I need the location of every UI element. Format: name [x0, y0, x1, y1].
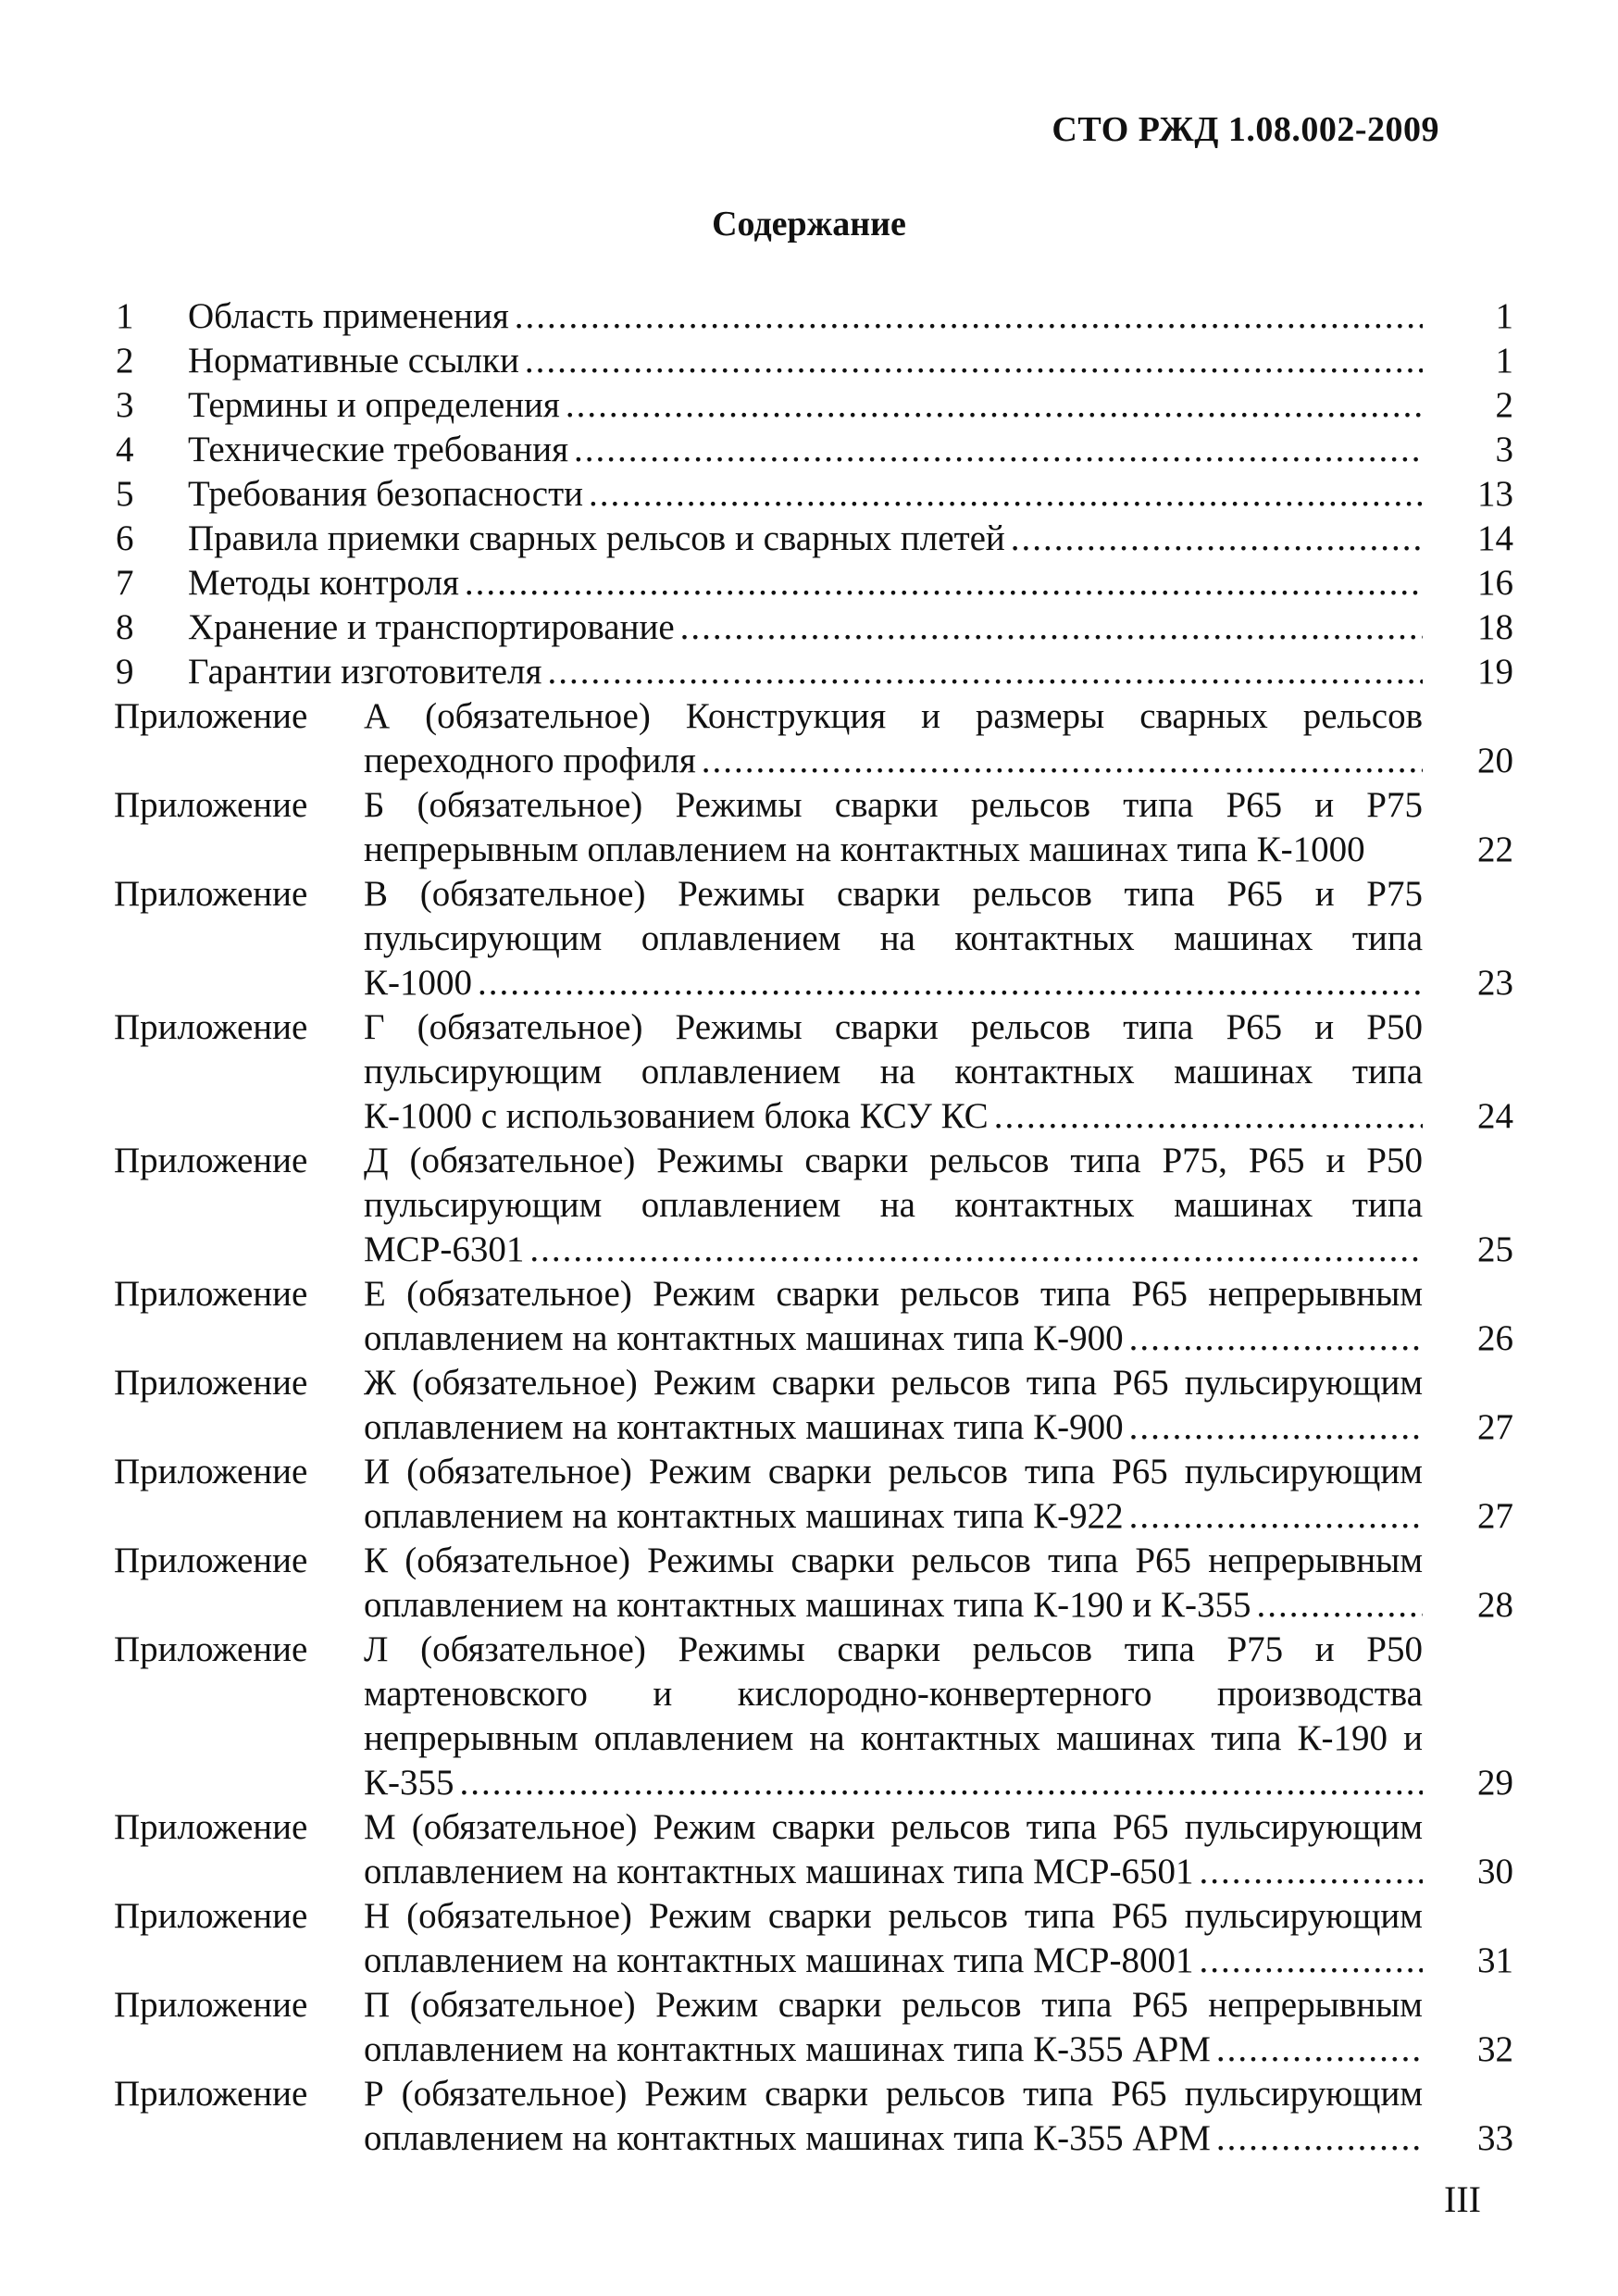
appendices-list [114, 694, 1513, 2161]
appendix-body [364, 1361, 1513, 1450]
appendix-title-line: пульсирующим оплавлением на контактных машинах типа [364, 1052, 1423, 1092]
toc-entry-page: 32 [1477, 2029, 1513, 2069]
appendix-label: Приложение [114, 1896, 308, 1936]
toc-entry-page: 24 [1477, 1096, 1513, 1136]
toc-entry-number: 9 [116, 652, 134, 692]
toc-entry-label: Технические требования [188, 430, 569, 469]
toc-entry-page: 23 [1477, 963, 1513, 1003]
appendix-title-line: В (обязательное) Режимы сварки рельсов типа Р65 и Р75 [364, 874, 1423, 914]
appendix-title-last-line: оплавлением на контактных машинах типа К-900 [364, 1318, 1124, 1358]
appendix-title-line: мартеновского и кислородно-конвертерного производства [364, 1674, 1423, 1714]
toc-entry-number: 1 [116, 296, 134, 336]
dot-leader [1129, 1405, 1423, 1450]
dot-leader [1199, 1850, 1423, 1894]
toc-entry-page: 1 [1495, 341, 1513, 381]
appendix-title-line: Л (обязательное) Режимы сварки рельсов типа Р75 и Р50 [364, 1629, 1423, 1669]
toc-entry-page: 33 [1477, 2118, 1513, 2158]
document-code: СТО РЖД 1.08.002-2009 [1052, 110, 1439, 149]
toc-entry-page: 25 [1477, 1229, 1513, 1269]
toc-entry[interactable] [114, 472, 1513, 517]
appendix-title-line: М (обязательное) Режим сварки рельсов типа Р65 пульсирующим [364, 1807, 1423, 1847]
toc-appendix-entry[interactable] [114, 2072, 1513, 2161]
toc-entry-label: Правила приемки сварных рельсов и сварных плетей [188, 518, 1005, 558]
page-title: Содержание [712, 205, 906, 243]
toc-appendix-entry[interactable] [114, 1450, 1513, 1539]
toc-entry-number: 2 [116, 341, 134, 381]
appendix-title-line: А (обязательное) Конструкция и размеры сварных рельсов [364, 696, 1423, 736]
appendix-body [364, 1628, 1513, 1805]
toc-entry-number: 5 [116, 474, 134, 514]
toc-entry-number: 7 [116, 563, 134, 603]
appendix-label: Приложение [114, 2074, 308, 2114]
appendix-label: Приложение [114, 1452, 308, 1491]
toc-entry[interactable] [114, 517, 1513, 561]
toc-entry-page: 27 [1477, 1496, 1513, 1536]
toc-entry-page: 29 [1477, 1763, 1513, 1803]
appendix-label: Приложение [114, 1363, 308, 1403]
appendix-body [364, 1450, 1513, 1539]
dot-leader [680, 605, 1423, 650]
toc-entry-page: 31 [1477, 1940, 1513, 1980]
toc-appendix-entry[interactable] [114, 1539, 1513, 1628]
dot-leader [574, 428, 1423, 472]
toc-appendix-entry[interactable] [114, 1139, 1513, 1272]
dot-leader [589, 472, 1423, 517]
appendix-body [364, 1272, 1513, 1361]
toc-entry[interactable] [114, 339, 1513, 383]
toc-entry[interactable] [114, 561, 1513, 605]
appendix-title-line: Н (обязательное) Режим сварки рельсов типа Р65 пульсирующим [364, 1896, 1423, 1936]
appendix-title-line: Б (обязательное) Режимы сварки рельсов типа Р65 и Р75 [364, 785, 1423, 825]
toc-entry[interactable] [114, 383, 1513, 428]
appendix-body [364, 1894, 1513, 1983]
toc-appendix-entry[interactable] [114, 1805, 1513, 1894]
toc-entry-page: 26 [1477, 1318, 1513, 1358]
toc-entry-label: Нормативные ссылки [188, 341, 519, 381]
toc-appendix-entry[interactable] [114, 1272, 1513, 1361]
appendix-title-last-line: оплавлением на контактных машинах типа К-900 [364, 1407, 1124, 1447]
toc-appendix-entry[interactable] [114, 694, 1513, 783]
dot-leader [515, 294, 1423, 339]
toc-appendix-entry[interactable] [114, 783, 1513, 872]
appendix-title-last-line: К-1000 [364, 963, 472, 1003]
appendix-title-line: пульсирующим оплавлением на контактных машинах типа [364, 918, 1423, 958]
dot-leader [1216, 2028, 1423, 2072]
appendix-label: Приложение [114, 1541, 308, 1580]
toc-entry-page: 16 [1477, 563, 1513, 603]
appendix-body [364, 2072, 1513, 2161]
toc-entry[interactable] [114, 294, 1513, 339]
toc-appendix-entry[interactable] [114, 872, 1513, 1005]
toc-appendix-entry[interactable] [114, 1983, 1513, 2072]
toc-entry-label: Требования безопасности [188, 474, 583, 514]
dot-leader [1129, 1494, 1423, 1539]
dot-leader [1199, 1939, 1423, 1983]
toc-appendix-entry[interactable] [114, 1628, 1513, 1805]
appendix-title-line: Ж (обязательное) Режим сварки рельсов типа Р65 пульсирующим [364, 1363, 1423, 1403]
toc-entry-page: 13 [1477, 474, 1513, 514]
toc-entry[interactable] [114, 650, 1513, 694]
appendix-title-last-line: оплавлением на контактных машинах типа К-355 АРМ [364, 2118, 1211, 2158]
toc-entry-page: 22 [1477, 830, 1513, 869]
appendix-title-line: П (обязательное) Режим сварки рельсов типа Р65 непрерывным [364, 1985, 1423, 2025]
appendix-body [364, 1805, 1513, 1894]
toc-appendix-entry[interactable] [114, 1361, 1513, 1450]
toc-appendix-entry[interactable] [114, 1894, 1513, 1983]
appendix-body [364, 783, 1513, 872]
appendix-title-last-line: переходного профиля [364, 741, 696, 780]
dot-leader [1129, 1316, 1423, 1361]
appendix-label: Приложение [114, 874, 308, 914]
appendix-label: Приложение [114, 1629, 308, 1669]
appendix-title-line: Д (обязательное) Режимы сварки рельсов типа Р75, Р65 и Р50 [364, 1141, 1423, 1180]
appendix-body [364, 1983, 1513, 2072]
dot-leader [460, 1761, 1424, 1805]
dot-leader [994, 1094, 1423, 1139]
appendix-title-line: непрерывным оплавлением на контактных машинах типа К-190 и [364, 1718, 1423, 1758]
appendix-title-last-line: непрерывным оплавлением на контактных машинах типа К-1000 [364, 830, 1365, 869]
appendix-body [364, 1139, 1513, 1272]
page-number: III [1444, 2178, 1481, 2220]
toc-entry-page: 14 [1477, 518, 1513, 558]
appendix-body [364, 872, 1513, 1005]
toc-entry-page: 30 [1477, 1852, 1513, 1891]
appendix-body [364, 1005, 1513, 1139]
appendix-label: Приложение [114, 1807, 308, 1847]
toc-entry-page: 1 [1495, 296, 1513, 336]
appendix-label: Приложение [114, 696, 308, 736]
toc-entry-page: 20 [1477, 741, 1513, 780]
dot-leader [1256, 1583, 1423, 1628]
toc-entry[interactable] [114, 605, 1513, 650]
dot-leader [547, 650, 1423, 694]
appendix-title-last-line: оплавлением на контактных машинах типа МСР-8001 [364, 1940, 1194, 1980]
appendix-label: Приложение [114, 1141, 308, 1180]
dot-leader [1216, 2116, 1423, 2161]
dot-leader [529, 1228, 1423, 1272]
toc-entry[interactable] [114, 428, 1513, 472]
dot-leader [702, 739, 1423, 783]
toc-entry-page: 27 [1477, 1407, 1513, 1447]
sections-list [114, 294, 1513, 694]
appendix-label: Приложение [114, 785, 308, 825]
toc-entry-page: 3 [1495, 430, 1513, 469]
appendix-title-last-line: оплавлением на контактных машинах типа МСР-6501 [364, 1852, 1194, 1891]
toc-entry-number: 8 [116, 607, 134, 647]
appendix-body [364, 1539, 1513, 1628]
toc-entry-page: 18 [1477, 607, 1513, 647]
dot-leader [478, 961, 1423, 1005]
dot-leader [566, 383, 1423, 428]
toc-entry-page: 19 [1477, 652, 1513, 692]
appendix-label: Приложение [114, 1007, 308, 1047]
appendix-title-line: К (обязательное) Режимы сварки рельсов типа Р65 непрерывным [364, 1541, 1423, 1580]
appendix-title-line: И (обязательное) Режим сварки рельсов типа Р65 пульсирующим [364, 1452, 1423, 1491]
toc-entry-label: Термины и определения [188, 385, 560, 425]
appendix-title-last-line: К-355 [364, 1763, 454, 1803]
appendix-body [364, 694, 1513, 783]
appendix-title-last-line: К-1000 с использованием блока КСУ КС [364, 1096, 989, 1136]
appendix-label: Приложение [114, 1985, 308, 2025]
appendix-title-line: Р (обязательное) Режим сварки рельсов типа Р65 пульсирующим [364, 2074, 1423, 2114]
appendix-title-line: пульсирующим оплавлением на контактных машинах типа [364, 1185, 1423, 1225]
appendix-label: Приложение [114, 1274, 308, 1314]
appendix-title-line: Г (обязательное) Режимы сварки рельсов типа Р65 и Р50 [364, 1007, 1423, 1047]
toc-entry-number: 3 [116, 385, 134, 425]
dot-leader [1011, 517, 1423, 561]
toc-entry-label: Гарантии изготовителя [188, 652, 542, 692]
toc-entry-label: Методы контроля [188, 563, 459, 603]
toc-appendix-entry[interactable] [114, 1005, 1513, 1139]
toc-entry-page: 28 [1477, 1585, 1513, 1625]
toc-entry-label: Хранение и транспортирование [188, 607, 675, 647]
dot-leader [465, 561, 1423, 605]
toc-entry-label: Область применения [188, 296, 509, 336]
table-of-contents [114, 294, 1513, 2161]
dot-leader [525, 339, 1423, 383]
appendix-title-last-line: оплавлением на контактных машинах типа К-190 и К-355 [364, 1585, 1251, 1625]
appendix-title-last-line: оплавлением на контактных машинах типа К-922 [364, 1496, 1124, 1536]
toc-entry-number: 6 [116, 518, 134, 558]
appendix-title-last-line: МСР-6301 [364, 1229, 525, 1269]
toc-entry-page: 2 [1495, 385, 1513, 425]
appendix-title-line: Е (обязательное) Режим сварки рельсов типа Р65 непрерывным [364, 1274, 1423, 1314]
appendix-title-last-line: оплавлением на контактных машинах типа К-355 АРМ [364, 2029, 1211, 2069]
toc-entry-number: 4 [116, 430, 134, 469]
